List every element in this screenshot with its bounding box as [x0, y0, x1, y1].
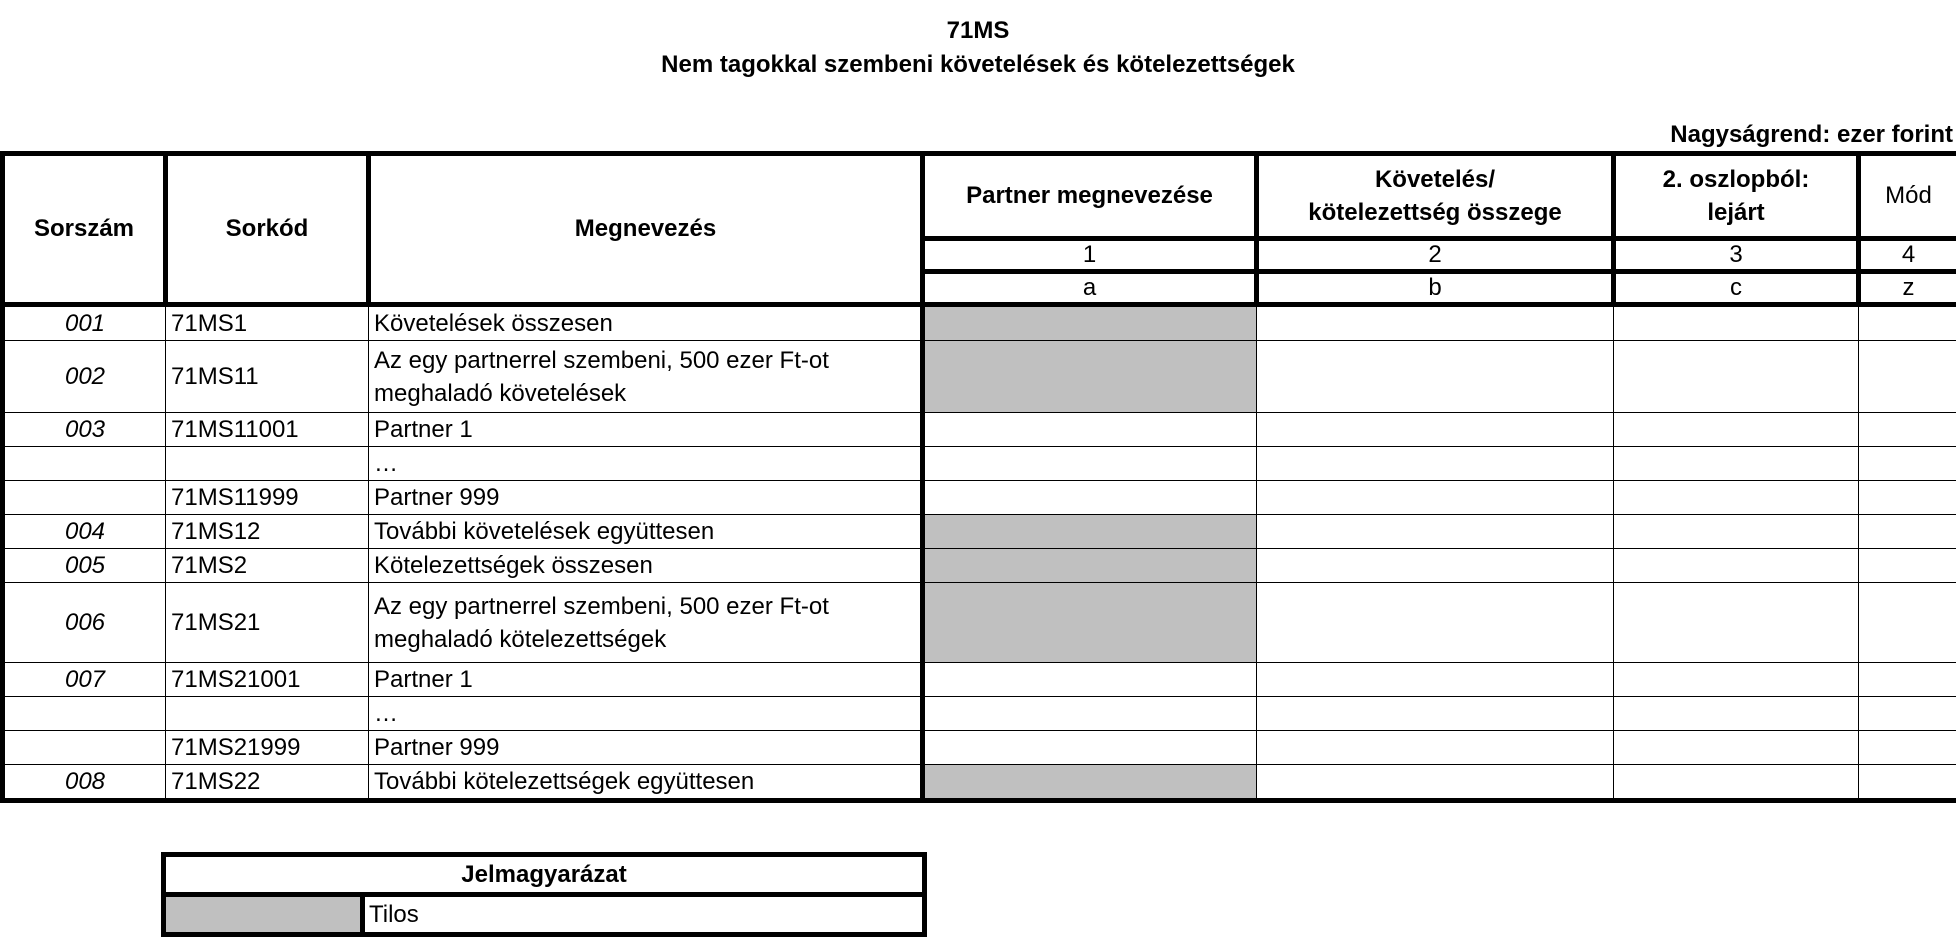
col-number: 1: [923, 239, 1257, 272]
col-header-lejart: 2. oszlopból: lejárt: [1614, 154, 1859, 239]
table-row: [3, 583, 1956, 663]
col-letter: a: [923, 272, 1257, 305]
row-name: …: [369, 697, 923, 731]
unit-label: Nagyságrend: ezer forint: [1670, 121, 1953, 148]
cell-partner[interactable]: [923, 447, 1257, 481]
cell-partner: [923, 765, 1257, 801]
cell-overdue[interactable]: [1614, 697, 1859, 731]
cell-mod[interactable]: [1859, 305, 1956, 341]
col-letter: b: [1257, 272, 1614, 305]
row-name: További követelések együttesen: [369, 515, 923, 549]
row-index: 004: [3, 515, 166, 549]
cell-overdue[interactable]: [1614, 481, 1859, 515]
table-row: [3, 765, 1956, 801]
cell-amount[interactable]: [1257, 765, 1614, 801]
row-index: 007: [3, 663, 166, 697]
cell-mod[interactable]: [1859, 515, 1956, 549]
cell-amount[interactable]: [1257, 305, 1614, 341]
cell-mod[interactable]: [1859, 549, 1956, 583]
row-index: [3, 447, 166, 481]
row-code: 71MS21999: [166, 731, 369, 765]
cell-amount[interactable]: [1257, 731, 1614, 765]
cell-partner[interactable]: [923, 697, 1257, 731]
cell-partner[interactable]: [923, 481, 1257, 515]
cell-mod[interactable]: [1859, 731, 1956, 765]
cell-overdue[interactable]: [1614, 341, 1859, 413]
form-code: 71MS: [946, 17, 1010, 44]
row-index: 008: [3, 765, 166, 801]
row-name: …: [369, 447, 923, 481]
row-code: [166, 697, 369, 731]
cell-overdue[interactable]: [1614, 583, 1859, 663]
legend-swatch: [164, 895, 363, 935]
cell-amount[interactable]: [1257, 515, 1614, 549]
col-header-partner: Partner megnevezése: [923, 154, 1257, 239]
row-index: [3, 697, 166, 731]
cell-amount[interactable]: [1257, 413, 1614, 447]
col-header-osszeg: Követelés/ kötelezettség összege: [1257, 154, 1614, 239]
col-number: 2: [1257, 239, 1614, 272]
cell-partner[interactable]: [923, 731, 1257, 765]
legend: [161, 852, 927, 937]
cell-partner[interactable]: [923, 413, 1257, 447]
cell-amount[interactable]: [1257, 447, 1614, 481]
row-code: 71MS11: [166, 341, 369, 413]
table-row: [3, 515, 1956, 549]
row-index: [3, 481, 166, 515]
cell-partner: [923, 583, 1257, 663]
cell-overdue[interactable]: [1614, 765, 1859, 801]
legend-label: Tilos: [363, 895, 925, 935]
table-row: [3, 413, 1956, 447]
cell-amount[interactable]: [1257, 697, 1614, 731]
cell-amount[interactable]: [1257, 549, 1614, 583]
cell-partner: [923, 341, 1257, 413]
row-index: 006: [3, 583, 166, 663]
legend-title: Jelmagyarázat: [164, 855, 925, 895]
row-code: 71MS11001: [166, 413, 369, 447]
row-name: Kötelezettségek összesen: [369, 549, 923, 583]
table-row: [3, 447, 1956, 481]
row-code: [166, 447, 369, 481]
cell-mod[interactable]: [1859, 765, 1956, 801]
row-code: 71MS11999: [166, 481, 369, 515]
row-name: Partner 999: [369, 481, 923, 515]
row-code: 71MS12: [166, 515, 369, 549]
cell-partner[interactable]: [923, 663, 1257, 697]
row-code: 71MS21001: [166, 663, 369, 697]
row-name: Az egy partnerrel szembeni, 500 ezer Ft-ot meghaladó kötelezettségek: [369, 583, 923, 663]
row-code: 71MS1: [166, 305, 369, 341]
title-block: [0, 14, 1956, 82]
row-index: 005: [3, 549, 166, 583]
row-name: Partner 1: [369, 413, 923, 447]
cell-mod[interactable]: [1859, 447, 1956, 481]
cell-partner: [923, 515, 1257, 549]
col-header-megnevezes: Megnevezés: [369, 154, 923, 305]
cell-mod[interactable]: [1859, 341, 1956, 413]
cell-overdue[interactable]: [1614, 515, 1859, 549]
cell-overdue[interactable]: [1614, 305, 1859, 341]
col-number: 4: [1859, 239, 1956, 272]
row-index: 001: [3, 305, 166, 341]
row-code: 71MS22: [166, 765, 369, 801]
row-name: Az egy partnerrel szembeni, 500 ezer Ft-ot meghaladó követelések: [369, 341, 923, 413]
cell-amount[interactable]: [1257, 663, 1614, 697]
col-letter: z: [1859, 272, 1956, 305]
cell-partner: [923, 305, 1257, 341]
cell-overdue[interactable]: [1614, 731, 1859, 765]
col-letter: c: [1614, 272, 1859, 305]
table-row: [3, 663, 1956, 697]
table-row: [3, 697, 1956, 731]
row-index: 003: [3, 413, 166, 447]
cell-amount[interactable]: [1257, 481, 1614, 515]
row-code: 71MS21: [166, 583, 369, 663]
cell-mod[interactable]: [1859, 697, 1956, 731]
row-code: 71MS2: [166, 549, 369, 583]
cell-overdue[interactable]: [1614, 663, 1859, 697]
cell-partner: [923, 549, 1257, 583]
row-name: Követelések összesen: [369, 305, 923, 341]
table-row: [3, 549, 1956, 583]
cell-mod[interactable]: [1859, 413, 1956, 447]
col-header-sorkod: Sorkód: [166, 154, 369, 305]
cell-overdue[interactable]: [1614, 549, 1859, 583]
col-number: 3: [1614, 239, 1859, 272]
cell-amount[interactable]: [1257, 583, 1614, 663]
cell-mod[interactable]: [1859, 583, 1956, 663]
cell-amount[interactable]: [1257, 341, 1614, 413]
row-index: 002: [3, 341, 166, 413]
table-row: [3, 481, 1956, 515]
cell-mod[interactable]: [1859, 663, 1956, 697]
table-row: [3, 341, 1956, 413]
cell-overdue[interactable]: [1614, 447, 1859, 481]
table-row: [3, 731, 1956, 765]
row-name: További kötelezettségek együttesen: [369, 765, 923, 801]
data-table: [0, 151, 1956, 803]
row-name: Partner 1: [369, 663, 923, 697]
cell-mod[interactable]: [1859, 481, 1956, 515]
cell-overdue[interactable]: [1614, 413, 1859, 447]
col-header-sorszam: Sorszám: [3, 154, 166, 305]
col-header-mod: Mód: [1859, 154, 1956, 239]
row-name: Partner 999: [369, 731, 923, 765]
row-index: [3, 731, 166, 765]
table-row: [3, 305, 1956, 341]
page-title: Nem tagokkal szembeni követelések és kötelezettségek: [661, 51, 1295, 78]
